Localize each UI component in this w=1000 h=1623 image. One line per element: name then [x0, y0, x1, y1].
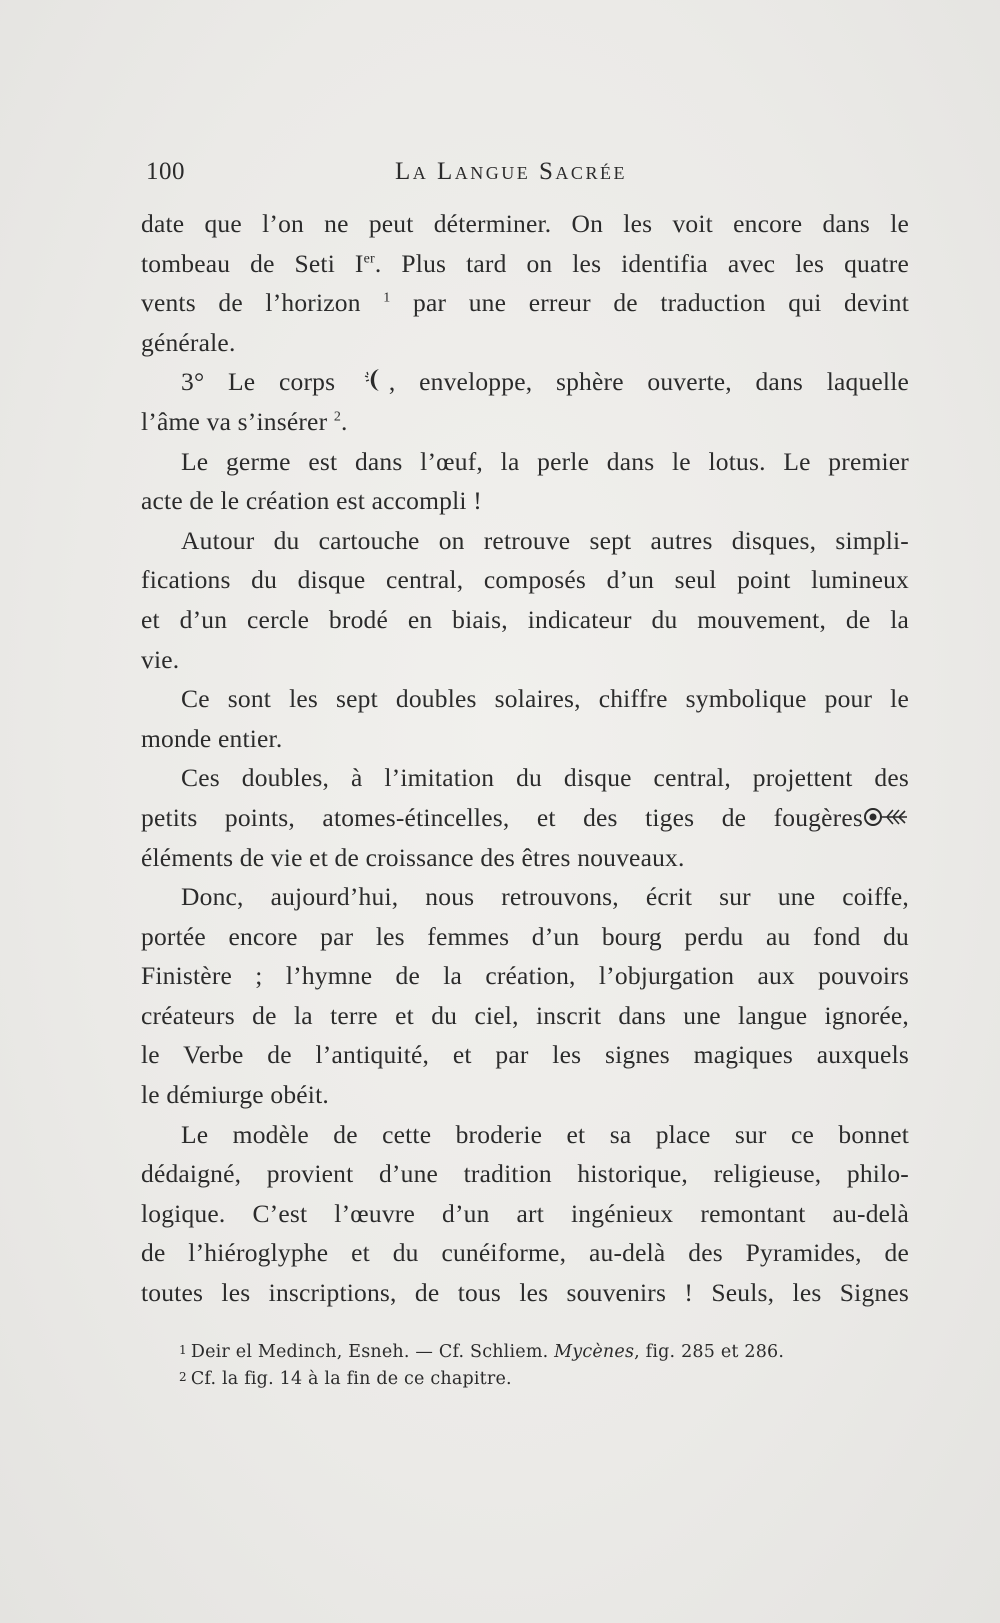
- body-text: [141, 204, 909, 1313]
- footnote-italic: Mycènes: [554, 1342, 635, 1362]
- text-line: Finistère ; l’hymne de la création, l’objurgation aux pouvoirs: [141, 961, 909, 991]
- text-line: [141, 402, 909, 442]
- text-line: logique. C’est l’œuvre d’un art ingénieux remontant au-delà: [141, 1198, 909, 1228]
- disc-fern-glyph-icon: [863, 803, 909, 831]
- text-line: Le modèle de cette broderie et sa place sur ce bonnet: [181, 1119, 909, 1149]
- text-segment: petits points, atomes-étincelles, et des tiges de fougères: [141, 802, 863, 832]
- text-line: Ce sont les sept doubles solaires, chiffre symbolique pour le: [181, 684, 909, 714]
- text-line: [141, 244, 909, 284]
- text-line: portée encore par les femmes d’un bourg perdu au fond du: [141, 921, 909, 951]
- text-line: de l’hiéroglyphe et du cunéiforme, au-delà des Pyramides, de: [141, 1238, 909, 1268]
- text-line: [141, 283, 909, 323]
- text-line: acte de le création est accompli !: [141, 486, 482, 516]
- text-line: Le germe est dans l’œuf, la perle dans le lotus. Le premier: [181, 446, 909, 476]
- footnote-2: [179, 1364, 879, 1391]
- text-line: générale.: [141, 327, 236, 357]
- footnote-ref-2: 2: [333, 409, 342, 425]
- text-segment: . Plus tard on les identifia avec les quatre: [374, 248, 910, 278]
- text-line: le démiurge obéit.: [141, 1080, 329, 1110]
- text-line: monde entier.: [141, 723, 283, 753]
- text-line: le Verbe de l’antiquité, et par les signes magiques auxquels: [141, 1040, 909, 1070]
- text-segment: l’âme va s’insérer: [141, 406, 334, 436]
- footnotes: [179, 1337, 879, 1391]
- text-line: éléments de vie et de croissance des êtres nouveaux.: [141, 842, 685, 872]
- text-line: toutes les inscriptions, de tous les souvenirs ! Seuls, les Signes: [141, 1278, 909, 1308]
- text-segment: , enveloppe, sphère ouverte, dans laquelle: [388, 367, 910, 397]
- text-line: vie.: [141, 644, 180, 674]
- text-line: fications du disque central, composés d’un seul point lumineux: [141, 565, 909, 595]
- footnote-number: 1: [179, 1343, 187, 1357]
- text-segment: vents de l’horizon: [141, 288, 384, 318]
- footnote-text: , fig. 285 et 286.: [634, 1342, 785, 1362]
- footnote-text: Deir el Medinch, Esneh. — Cf. Schliem.: [190, 1342, 555, 1362]
- superscript: er: [363, 251, 375, 267]
- text-line: Ces doubles, à l’imitation du disque central, projettent des: [181, 763, 909, 793]
- text-segment: par une erreur de traduction qui devint: [390, 288, 909, 318]
- footnote-1: [179, 1337, 879, 1364]
- text-segment: tombeau de Seti I: [141, 248, 364, 278]
- footnote-ref-1: 1: [383, 290, 391, 306]
- page-number: 100: [146, 158, 185, 185]
- text-segment: .: [341, 406, 348, 436]
- text-line: [141, 362, 909, 402]
- text-line: et d’un cercle brodé en biais, indicateur du mouvement, de la: [141, 604, 909, 634]
- text-line: date que l’on ne peut déterminer. On les voit encore dans le: [141, 209, 909, 238]
- footnote-text: Cf. la fig. 14 à la fin de ce chapitre.: [190, 1369, 512, 1389]
- text-line: Donc, aujourd’hui, nous retrouvons, écrit sur une coiffe,: [181, 882, 909, 912]
- footnote-number: 2: [179, 1370, 187, 1384]
- page-header: [146, 158, 906, 198]
- text-line: [141, 798, 909, 838]
- text-line: Autour du cartouche on retrouve sept autres disques, simpli-: [181, 525, 909, 555]
- text-line: dédaigné, provient d’une tradition historique, religieuse, philo-: [141, 1159, 909, 1189]
- crescent-glyph-icon: [359, 366, 389, 394]
- text-segment: 3° Le corps: [181, 367, 359, 397]
- running-title: La Langue Sacrée: [395, 158, 627, 185]
- text-line: créateurs de la terre et du ciel, inscrit dans une langue ignorée,: [141, 1000, 909, 1030]
